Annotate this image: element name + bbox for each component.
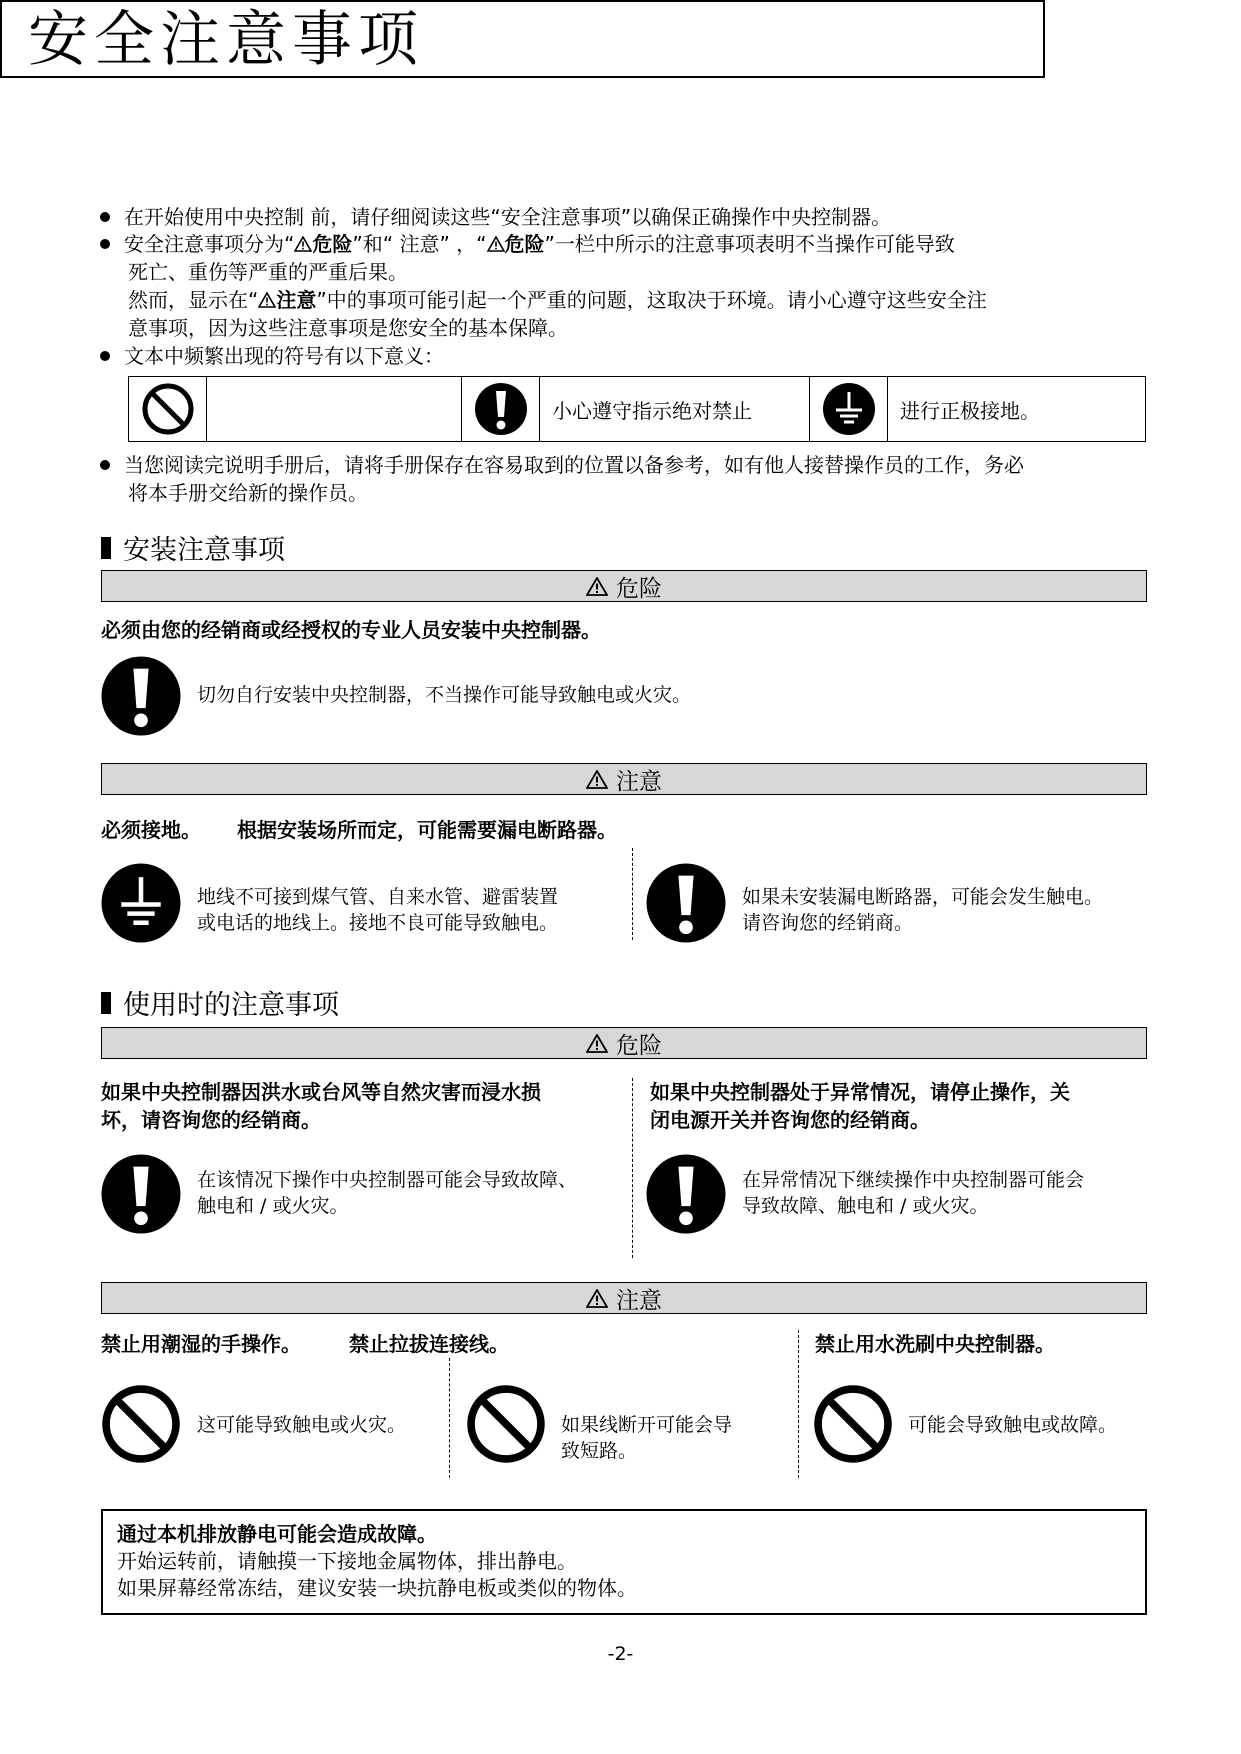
bullet-dot — [100, 212, 110, 222]
warning-triangle-icon — [294, 236, 312, 252]
prohibited-icon — [100, 1383, 182, 1465]
mandatory-icon — [474, 382, 528, 436]
symbol-cell-ground — [810, 377, 888, 441]
install-danger-instruction: 必须由您的经销商或经授权的专业人员安装中央控制器。 — [101, 618, 601, 642]
symbol-label-mandatory: 小心遵守指示绝对禁止 — [540, 377, 810, 441]
page-number: -2- — [607, 1643, 634, 1665]
prohibited-icon — [465, 1383, 547, 1465]
intro-bullet-2-line2: 死亡、重伤等严重的严重后果。 — [128, 260, 408, 284]
warning-triangle-icon — [487, 236, 505, 252]
usage-left-instruction-line2: 坏，请咨询您的经销商。 — [101, 1108, 321, 1132]
install-danger-detail: 切勿自行安装中央控制器，不当操作可能导致触电或火灾。 — [197, 684, 692, 706]
usage-left-detail-line1: 在该情况下操作中央控制器可能会导致故障、 — [197, 1169, 578, 1191]
heading-bar — [101, 992, 111, 1014]
column-divider — [449, 1358, 450, 1478]
bullet-dot — [100, 239, 110, 249]
intro-bullet-3: 文本中频繁出现的符号有以下意义： — [100, 342, 444, 370]
usage-right-instruction-line1: 如果中央控制器处于异常情况，请停止操作，关 — [650, 1080, 1070, 1104]
breaker-detail-line2: 请咨询您的经销商。 — [742, 912, 914, 934]
intro-bullet-2: 安全注意事项分为“ 危险”和“ 注意” ，“ 危险”一栏中所示的注意事项表明不当操作可能导致 — [100, 230, 955, 258]
warning-triangle-icon — [586, 1034, 608, 1053]
symbol-label-prohibited — [207, 377, 462, 441]
mandatory-icon — [645, 1153, 727, 1235]
usage-right-detail-line2: 导致故障、触电和 / 或火灾。 — [742, 1195, 989, 1217]
usage-left-detail-line2: 触电和 / 或火灾。 — [197, 1195, 349, 1217]
section-heading-usage: 使用时的注意事项 — [101, 983, 339, 1022]
usage-caution-2-detail-line1: 如果线断开可能会导 — [561, 1414, 733, 1436]
usage-caution-band: 注意 — [101, 1282, 1147, 1314]
mandatory-icon — [645, 862, 727, 944]
column-divider — [632, 1078, 633, 1258]
section-heading-install: 安装注意事项 — [101, 528, 285, 567]
symbol-label-ground: 进行正极接地。 — [900, 398, 1040, 423]
symbol-legend-table — [128, 376, 1146, 442]
static-note-box — [101, 1509, 1147, 1615]
install-caution-band: 注意 — [101, 763, 1147, 795]
intro-bullet-2-line3: 然而，显示在“ 注意”中的事项可能引起一个严重的问题，这取决于环境。请小心遵守这些安全注 — [128, 288, 987, 312]
page-title: 安全注意事项 — [28, 5, 424, 75]
install-danger-band: 危险 — [101, 570, 1147, 602]
prohibited-icon — [812, 1383, 894, 1465]
mandatory-icon — [100, 1153, 182, 1235]
intro-bullet-4-line2: 将本手册交给新的操作员。 — [128, 481, 368, 505]
breaker-detail-line1: 如果未安装漏电断路器，可能会发生触电。 — [742, 886, 1104, 908]
static-note-line3: 如果屏幕经常冻结，建议安装一块抗静电板或类似的物体。 — [117, 1576, 637, 1600]
ground-icon — [822, 382, 876, 436]
usage-caution-3-detail: 可能会导致触电或故障。 — [908, 1414, 1118, 1436]
column-divider — [798, 1330, 799, 1478]
install-caution-instruction-ground: 必须接地。 — [101, 818, 201, 842]
intro-bullet-4: 当您阅读完说明手册后，请将手册保存在容易取到的位置以备参考，如有他人接替操作员的工作，务必 — [100, 451, 1024, 479]
ground-detail-line2: 或电话的地线上。接地不良可能导致触电。 — [197, 912, 559, 934]
column-divider — [632, 848, 633, 940]
intro-bullet-2-line4: 意事项，因为这些注意事项是您安全的基本保障。 — [128, 316, 568, 340]
usage-caution-1-detail: 这可能导致触电或火灾。 — [197, 1414, 407, 1436]
warning-triangle-icon — [586, 770, 608, 789]
usage-caution-2-instruction: 禁止拉拔连接线。 — [349, 1332, 509, 1356]
warning-triangle-icon — [586, 1289, 608, 1308]
usage-right-instruction-line2: 闭电源开关并咨询您的经销商。 — [650, 1108, 930, 1132]
ground-detail-line1: 地线不可接到煤气管、自来水管、避雷装置 — [197, 886, 559, 908]
page-title-box — [0, 0, 1045, 78]
symbol-cell-mandatory — [462, 377, 540, 441]
warning-triangle-icon — [258, 292, 276, 308]
mandatory-icon — [100, 655, 182, 737]
usage-caution-2-detail-line2: 致短路。 — [561, 1440, 638, 1462]
static-note-line1: 通过本机排放静电可能会造成故障。 — [117, 1522, 437, 1546]
bullet-dot — [100, 460, 110, 470]
static-note-line2: 开始运转前，请触摸一下接地金属物体，排出静电。 — [117, 1549, 577, 1573]
warning-triangle-icon — [586, 577, 608, 596]
usage-caution-3-instruction: 禁止用水洗刷中央控制器。 — [815, 1332, 1055, 1356]
prohibited-icon — [141, 382, 195, 436]
usage-right-detail-line1: 在异常情况下继续操作中央控制器可能会 — [742, 1169, 1085, 1191]
heading-bar — [101, 537, 111, 559]
usage-danger-band: 危险 — [101, 1027, 1147, 1059]
usage-left-instruction-line1: 如果中央控制器因洪水或台风等自然灾害而浸水损 — [101, 1080, 541, 1104]
bullet-dot — [100, 351, 110, 361]
symbol-cell-prohibited — [129, 377, 207, 441]
ground-icon — [100, 862, 182, 944]
usage-caution-1-instruction: 禁止用潮湿的手操作。 — [101, 1332, 301, 1356]
install-caution-instruction-breaker: 根据安装场所而定，可能需要漏电断路器。 — [237, 818, 617, 842]
intro-bullet-1: 在开始使用中央控制 前，请仔细阅读这些“安全注意事项”以确保正确操作中央控制器。 — [100, 203, 891, 231]
